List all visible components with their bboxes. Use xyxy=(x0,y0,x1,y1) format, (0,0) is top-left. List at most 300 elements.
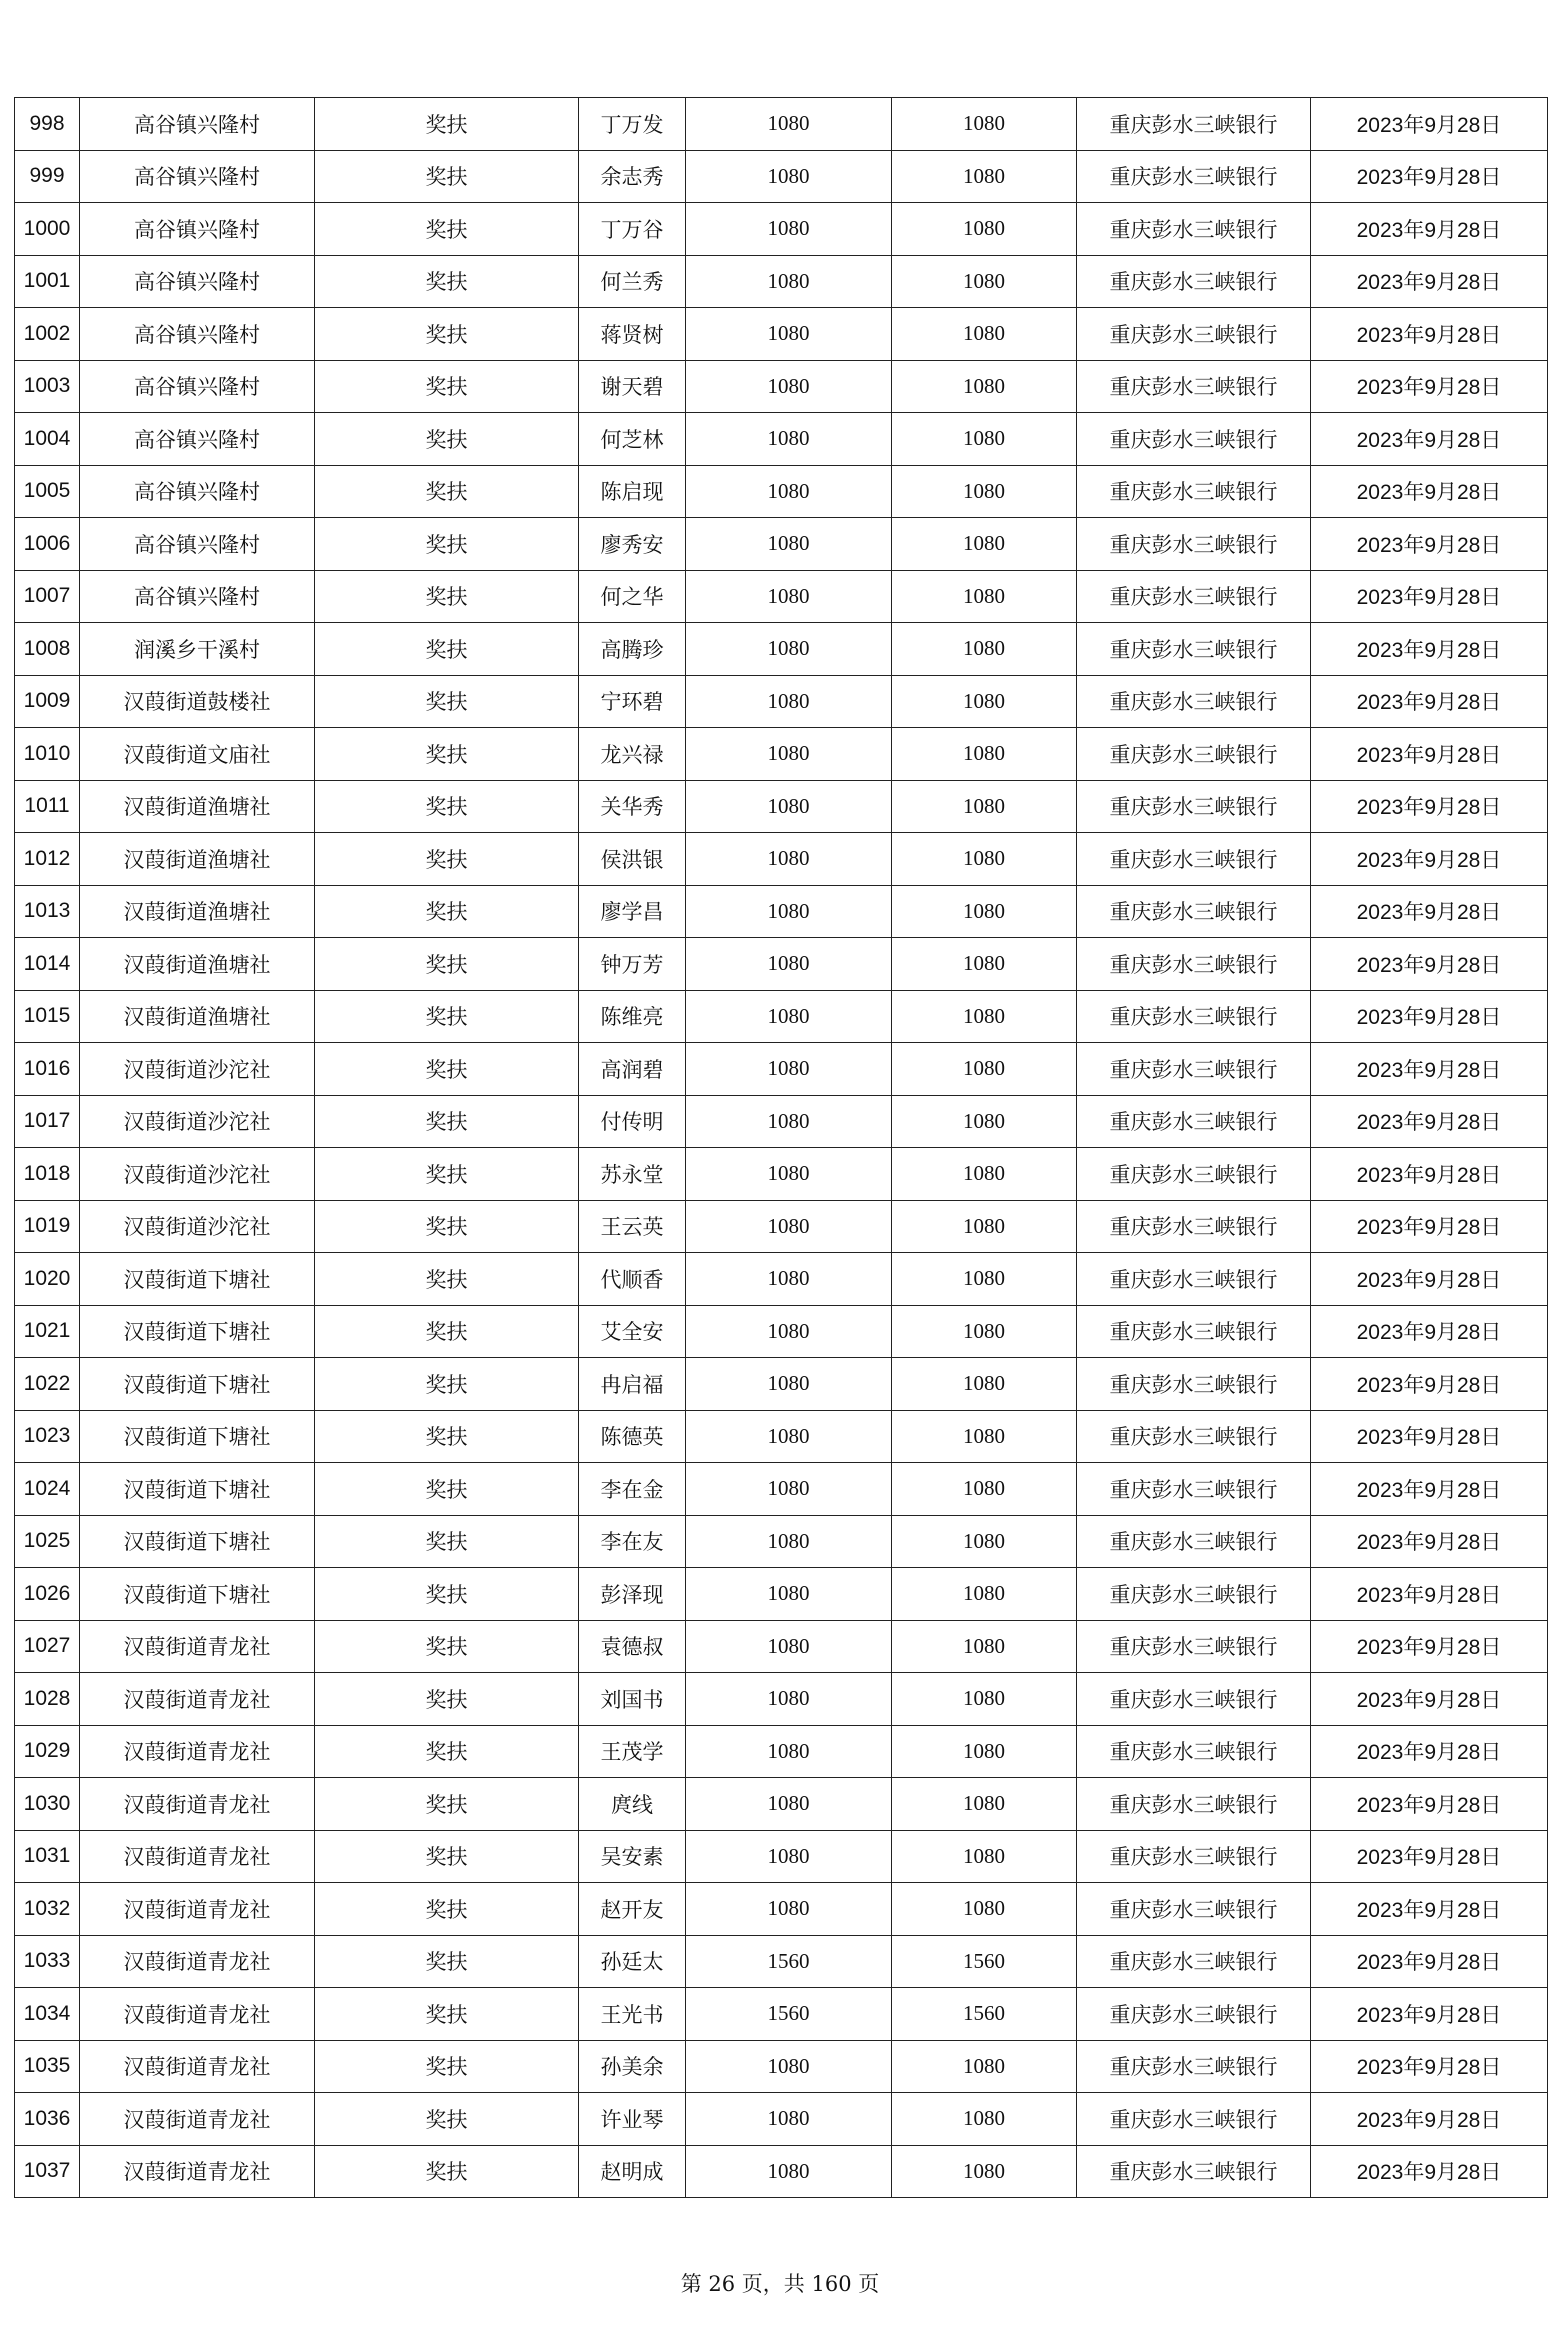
cell-date: 2023年9月28日 xyxy=(1311,1200,1548,1253)
cell-name: 庹线 xyxy=(579,1778,686,1831)
cell-bank: 重庆彭水三峡银行 xyxy=(1077,308,1311,361)
cell-paid: 1080 xyxy=(892,1410,1077,1463)
cell-amount: 1080 xyxy=(686,1778,892,1831)
cell-date: 2023年9月28日 xyxy=(1311,308,1548,361)
cell-type: 奖扶 xyxy=(315,308,579,361)
cell-amount: 1080 xyxy=(686,1253,892,1306)
cell-bank: 重庆彭水三峡银行 xyxy=(1077,1778,1311,1831)
table-row xyxy=(15,1883,1548,1936)
cell-location: 汉葭街道渔塘社 xyxy=(80,938,315,991)
cell-date: 2023年9月28日 xyxy=(1311,203,1548,256)
cell-index: 1036 xyxy=(15,2093,80,2146)
cell-paid: 1080 xyxy=(892,938,1077,991)
cell-paid: 1080 xyxy=(892,1358,1077,1411)
cell-amount: 1080 xyxy=(686,2093,892,2146)
cell-date: 2023年9月28日 xyxy=(1311,1410,1548,1463)
cell-paid: 1080 xyxy=(892,1043,1077,1096)
cell-index: 1004 xyxy=(15,413,80,466)
cell-location: 汉葭街道沙沱社 xyxy=(80,1043,315,1096)
cell-type: 奖扶 xyxy=(315,1620,579,1673)
cell-name: 王云英 xyxy=(579,1200,686,1253)
cell-type: 奖扶 xyxy=(315,1148,579,1201)
cell-paid: 1080 xyxy=(892,413,1077,466)
cell-name: 蒋贤树 xyxy=(579,308,686,361)
cell-bank: 重庆彭水三峡银行 xyxy=(1077,938,1311,991)
table-row xyxy=(15,308,1548,361)
cell-paid: 1080 xyxy=(892,1305,1077,1358)
cell-index: 1032 xyxy=(15,1883,80,1936)
cell-type: 奖扶 xyxy=(315,1043,579,1096)
table-row xyxy=(15,98,1548,151)
cell-paid: 1080 xyxy=(892,150,1077,203)
cell-type: 奖扶 xyxy=(315,360,579,413)
cell-amount: 1080 xyxy=(686,623,892,676)
cell-type: 奖扶 xyxy=(315,2040,579,2093)
cell-location: 汉葭街道沙沱社 xyxy=(80,1095,315,1148)
cell-location: 汉葭街道鼓楼社 xyxy=(80,675,315,728)
table-row xyxy=(15,1988,1548,2041)
cell-location: 汉葭街道渔塘社 xyxy=(80,990,315,1043)
cell-type: 奖扶 xyxy=(315,938,579,991)
cell-location: 汉葭街道青龙社 xyxy=(80,1673,315,1726)
cell-location: 高谷镇兴隆村 xyxy=(80,308,315,361)
cell-name: 王光书 xyxy=(579,1988,686,2041)
cell-bank: 重庆彭水三峡银行 xyxy=(1077,1463,1311,1516)
cell-type: 奖扶 xyxy=(315,2093,579,2146)
cell-index: 1006 xyxy=(15,518,80,571)
cell-date: 2023年9月28日 xyxy=(1311,2040,1548,2093)
cell-date: 2023年9月28日 xyxy=(1311,1305,1548,1358)
table-row xyxy=(15,203,1548,256)
cell-index: 1000 xyxy=(15,203,80,256)
cell-date: 2023年9月28日 xyxy=(1311,98,1548,151)
cell-location: 汉葭街道下塘社 xyxy=(80,1305,315,1358)
cell-index: 1002 xyxy=(15,308,80,361)
cell-type: 奖扶 xyxy=(315,570,579,623)
cell-bank: 重庆彭水三峡银行 xyxy=(1077,990,1311,1043)
cell-amount: 1080 xyxy=(686,1883,892,1936)
cell-index: 1034 xyxy=(15,1988,80,2041)
cell-date: 2023年9月28日 xyxy=(1311,1463,1548,1516)
cell-index: 1012 xyxy=(15,833,80,886)
cell-amount: 1080 xyxy=(686,1200,892,1253)
cell-name: 孙美余 xyxy=(579,2040,686,2093)
cell-amount: 1080 xyxy=(686,780,892,833)
cell-paid: 1080 xyxy=(892,1620,1077,1673)
cell-type: 奖扶 xyxy=(315,1410,579,1463)
cell-index: 1027 xyxy=(15,1620,80,1673)
cell-index: 1017 xyxy=(15,1095,80,1148)
cell-paid: 1080 xyxy=(892,623,1077,676)
cell-type: 奖扶 xyxy=(315,255,579,308)
table-row xyxy=(15,1043,1548,1096)
cell-location: 汉葭街道青龙社 xyxy=(80,1778,315,1831)
cell-amount: 1080 xyxy=(686,308,892,361)
cell-type: 奖扶 xyxy=(315,1673,579,1726)
cell-paid: 1080 xyxy=(892,1515,1077,1568)
table-row xyxy=(15,990,1548,1043)
cell-name: 陈启现 xyxy=(579,465,686,518)
cell-paid: 1080 xyxy=(892,1778,1077,1831)
cell-location: 润溪乡干溪村 xyxy=(80,623,315,676)
cell-bank: 重庆彭水三峡银行 xyxy=(1077,1253,1311,1306)
cell-location: 高谷镇兴隆村 xyxy=(80,150,315,203)
table-row xyxy=(15,2040,1548,2093)
cell-name: 陈德英 xyxy=(579,1410,686,1463)
cell-amount: 1080 xyxy=(686,1568,892,1621)
table-row xyxy=(15,938,1548,991)
cell-type: 奖扶 xyxy=(315,1200,579,1253)
cell-location: 高谷镇兴隆村 xyxy=(80,570,315,623)
cell-name: 谢天碧 xyxy=(579,360,686,413)
cell-paid: 1080 xyxy=(892,1148,1077,1201)
cell-location: 汉葭街道文庙社 xyxy=(80,728,315,781)
cell-bank: 重庆彭水三峡银行 xyxy=(1077,1305,1311,1358)
cell-date: 2023年9月28日 xyxy=(1311,255,1548,308)
cell-bank: 重庆彭水三峡银行 xyxy=(1077,623,1311,676)
cell-amount: 1080 xyxy=(686,1305,892,1358)
cell-type: 奖扶 xyxy=(315,203,579,256)
cell-name: 何兰秀 xyxy=(579,255,686,308)
table-row xyxy=(15,1778,1548,1831)
cell-name: 刘国书 xyxy=(579,1673,686,1726)
cell-date: 2023年9月28日 xyxy=(1311,360,1548,413)
cell-paid: 1080 xyxy=(892,1725,1077,1778)
cell-name: 钟万芳 xyxy=(579,938,686,991)
cell-index: 1028 xyxy=(15,1673,80,1726)
table-row xyxy=(15,1725,1548,1778)
cell-type: 奖扶 xyxy=(315,1725,579,1778)
table-row xyxy=(15,728,1548,781)
cell-bank: 重庆彭水三峡银行 xyxy=(1077,1830,1311,1883)
table-row xyxy=(15,1673,1548,1726)
cell-bank: 重庆彭水三峡银行 xyxy=(1077,255,1311,308)
cell-paid: 1080 xyxy=(892,1095,1077,1148)
cell-amount: 1080 xyxy=(686,1725,892,1778)
cell-location: 高谷镇兴隆村 xyxy=(80,255,315,308)
cell-paid: 1080 xyxy=(892,1253,1077,1306)
table-row xyxy=(15,570,1548,623)
cell-bank: 重庆彭水三峡银行 xyxy=(1077,98,1311,151)
cell-date: 2023年9月28日 xyxy=(1311,1673,1548,1726)
cell-index: 1018 xyxy=(15,1148,80,1201)
cell-location: 汉葭街道沙沱社 xyxy=(80,1148,315,1201)
cell-amount: 1080 xyxy=(686,675,892,728)
cell-bank: 重庆彭水三峡银行 xyxy=(1077,570,1311,623)
table-row xyxy=(15,1095,1548,1148)
cell-index: 1015 xyxy=(15,990,80,1043)
cell-name: 何之华 xyxy=(579,570,686,623)
cell-type: 奖扶 xyxy=(315,833,579,886)
cell-name: 彭泽现 xyxy=(579,1568,686,1621)
cell-date: 2023年9月28日 xyxy=(1311,2093,1548,2146)
cell-amount: 1080 xyxy=(686,1515,892,1568)
cell-location: 汉葭街道青龙社 xyxy=(80,1988,315,2041)
cell-date: 2023年9月28日 xyxy=(1311,1253,1548,1306)
cell-location: 汉葭街道青龙社 xyxy=(80,1830,315,1883)
cell-name: 李在友 xyxy=(579,1515,686,1568)
cell-bank: 重庆彭水三峡银行 xyxy=(1077,203,1311,256)
cell-index: 998 xyxy=(15,98,80,151)
cell-type: 奖扶 xyxy=(315,1358,579,1411)
cell-date: 2023年9月28日 xyxy=(1311,2145,1548,2198)
cell-location: 汉葭街道青龙社 xyxy=(80,2040,315,2093)
cell-bank: 重庆彭水三峡银行 xyxy=(1077,780,1311,833)
cell-date: 2023年9月28日 xyxy=(1311,623,1548,676)
cell-bank: 重庆彭水三峡银行 xyxy=(1077,1410,1311,1463)
table-row xyxy=(15,1358,1548,1411)
cell-name: 宁环碧 xyxy=(579,675,686,728)
cell-bank: 重庆彭水三峡银行 xyxy=(1077,1200,1311,1253)
cell-amount: 1080 xyxy=(686,1095,892,1148)
cell-name: 赵明成 xyxy=(579,2145,686,2198)
cell-name: 袁德叔 xyxy=(579,1620,686,1673)
cell-date: 2023年9月28日 xyxy=(1311,1095,1548,1148)
cell-bank: 重庆彭水三峡银行 xyxy=(1077,2040,1311,2093)
cell-amount: 1080 xyxy=(686,1043,892,1096)
cell-amount: 1080 xyxy=(686,465,892,518)
cell-index: 1014 xyxy=(15,938,80,991)
cell-type: 奖扶 xyxy=(315,623,579,676)
cell-index: 1025 xyxy=(15,1515,80,1568)
cell-amount: 1080 xyxy=(686,1148,892,1201)
cell-location: 汉葭街道青龙社 xyxy=(80,1883,315,1936)
table-row xyxy=(15,1410,1548,1463)
cell-type: 奖扶 xyxy=(315,1778,579,1831)
table-row xyxy=(15,675,1548,728)
cell-location: 高谷镇兴隆村 xyxy=(80,360,315,413)
cell-index: 1007 xyxy=(15,570,80,623)
cell-type: 奖扶 xyxy=(315,1935,579,1988)
cell-type: 奖扶 xyxy=(315,1305,579,1358)
cell-paid: 1080 xyxy=(892,518,1077,571)
table-row xyxy=(15,623,1548,676)
cell-date: 2023年9月28日 xyxy=(1311,1883,1548,1936)
cell-bank: 重庆彭水三峡银行 xyxy=(1077,150,1311,203)
cell-index: 1001 xyxy=(15,255,80,308)
table-row xyxy=(15,2093,1548,2146)
cell-amount: 1560 xyxy=(686,1935,892,1988)
cell-amount: 1080 xyxy=(686,728,892,781)
cell-date: 2023年9月28日 xyxy=(1311,833,1548,886)
cell-date: 2023年9月28日 xyxy=(1311,780,1548,833)
table-row xyxy=(15,1515,1548,1568)
cell-paid: 1080 xyxy=(892,465,1077,518)
table-row xyxy=(15,518,1548,571)
cell-index: 1023 xyxy=(15,1410,80,1463)
cell-paid: 1080 xyxy=(892,360,1077,413)
cell-amount: 1080 xyxy=(686,1673,892,1726)
cell-location: 汉葭街道青龙社 xyxy=(80,2145,315,2198)
cell-type: 奖扶 xyxy=(315,990,579,1043)
cell-amount: 1080 xyxy=(686,203,892,256)
cell-name: 冉启福 xyxy=(579,1358,686,1411)
cell-bank: 重庆彭水三峡银行 xyxy=(1077,465,1311,518)
cell-location: 汉葭街道沙沱社 xyxy=(80,1200,315,1253)
cell-location: 高谷镇兴隆村 xyxy=(80,98,315,151)
cell-paid: 1080 xyxy=(892,675,1077,728)
cell-amount: 1560 xyxy=(686,1988,892,2041)
cell-location: 汉葭街道渔塘社 xyxy=(80,833,315,886)
cell-bank: 重庆彭水三峡银行 xyxy=(1077,833,1311,886)
cell-amount: 1080 xyxy=(686,833,892,886)
cell-paid: 1080 xyxy=(892,2093,1077,2146)
cell-index: 1037 xyxy=(15,2145,80,2198)
cell-paid: 1080 xyxy=(892,98,1077,151)
cell-type: 奖扶 xyxy=(315,1515,579,1568)
cell-date: 2023年9月28日 xyxy=(1311,1725,1548,1778)
cell-name: 余志秀 xyxy=(579,150,686,203)
cell-location: 汉葭街道青龙社 xyxy=(80,1725,315,1778)
cell-date: 2023年9月28日 xyxy=(1311,1148,1548,1201)
cell-name: 廖学昌 xyxy=(579,885,686,938)
cell-paid: 1560 xyxy=(892,1935,1077,1988)
table-row xyxy=(15,1305,1548,1358)
cell-name: 高腾珍 xyxy=(579,623,686,676)
cell-amount: 1080 xyxy=(686,413,892,466)
cell-index: 1019 xyxy=(15,1200,80,1253)
table-row xyxy=(15,150,1548,203)
cell-date: 2023年9月28日 xyxy=(1311,1778,1548,1831)
cell-index: 999 xyxy=(15,150,80,203)
cell-location: 高谷镇兴隆村 xyxy=(80,203,315,256)
cell-amount: 1080 xyxy=(686,990,892,1043)
cell-name: 王茂学 xyxy=(579,1725,686,1778)
cell-date: 2023年9月28日 xyxy=(1311,1358,1548,1411)
cell-bank: 重庆彭水三峡银行 xyxy=(1077,2145,1311,2198)
cell-location: 高谷镇兴隆村 xyxy=(80,518,315,571)
table-row xyxy=(15,1148,1548,1201)
cell-paid: 1080 xyxy=(892,885,1077,938)
cell-type: 奖扶 xyxy=(315,1988,579,2041)
cell-index: 1035 xyxy=(15,2040,80,2093)
cell-amount: 1080 xyxy=(686,1463,892,1516)
cell-index: 1029 xyxy=(15,1725,80,1778)
cell-bank: 重庆彭水三峡银行 xyxy=(1077,1673,1311,1726)
cell-bank: 重庆彭水三峡银行 xyxy=(1077,1568,1311,1621)
cell-name: 龙兴禄 xyxy=(579,728,686,781)
cell-index: 1013 xyxy=(15,885,80,938)
cell-index: 1005 xyxy=(15,465,80,518)
cell-location: 汉葭街道渔塘社 xyxy=(80,885,315,938)
cell-type: 奖扶 xyxy=(315,728,579,781)
cell-paid: 1080 xyxy=(892,2040,1077,2093)
cell-index: 1020 xyxy=(15,1253,80,1306)
cell-type: 奖扶 xyxy=(315,1095,579,1148)
cell-paid: 1080 xyxy=(892,1568,1077,1621)
cell-name: 许业琴 xyxy=(579,2093,686,2146)
cell-bank: 重庆彭水三峡银行 xyxy=(1077,1988,1311,2041)
table-row xyxy=(15,2145,1548,2198)
cell-paid: 1080 xyxy=(892,570,1077,623)
cell-index: 1003 xyxy=(15,360,80,413)
cell-date: 2023年9月28日 xyxy=(1311,1515,1548,1568)
cell-index: 1010 xyxy=(15,728,80,781)
cell-type: 奖扶 xyxy=(315,98,579,151)
cell-bank: 重庆彭水三峡银行 xyxy=(1077,413,1311,466)
cell-date: 2023年9月28日 xyxy=(1311,1935,1548,1988)
cell-type: 奖扶 xyxy=(315,1463,579,1516)
cell-location: 汉葭街道青龙社 xyxy=(80,1935,315,1988)
cell-date: 2023年9月28日 xyxy=(1311,1568,1548,1621)
table-row xyxy=(15,885,1548,938)
cell-location: 汉葭街道下塘社 xyxy=(80,1515,315,1568)
cell-paid: 1080 xyxy=(892,780,1077,833)
cell-location: 汉葭街道下塘社 xyxy=(80,1463,315,1516)
cell-index: 1016 xyxy=(15,1043,80,1096)
table-row xyxy=(15,1568,1548,1621)
cell-date: 2023年9月28日 xyxy=(1311,413,1548,466)
cell-date: 2023年9月28日 xyxy=(1311,465,1548,518)
cell-index: 1008 xyxy=(15,623,80,676)
cell-type: 奖扶 xyxy=(315,2145,579,2198)
cell-amount: 1080 xyxy=(686,98,892,151)
cell-amount: 1080 xyxy=(686,518,892,571)
cell-type: 奖扶 xyxy=(315,413,579,466)
cell-bank: 重庆彭水三峡银行 xyxy=(1077,1883,1311,1936)
cell-bank: 重庆彭水三峡银行 xyxy=(1077,1515,1311,1568)
cell-name: 丁万谷 xyxy=(579,203,686,256)
table-row xyxy=(15,1830,1548,1883)
cell-name: 吴安素 xyxy=(579,1830,686,1883)
cell-type: 奖扶 xyxy=(315,465,579,518)
cell-date: 2023年9月28日 xyxy=(1311,1043,1548,1096)
cell-name: 代顺香 xyxy=(579,1253,686,1306)
cell-name: 李在金 xyxy=(579,1463,686,1516)
cell-paid: 1080 xyxy=(892,2145,1077,2198)
cell-paid: 1080 xyxy=(892,990,1077,1043)
cell-amount: 1080 xyxy=(686,1620,892,1673)
cell-location: 汉葭街道下塘社 xyxy=(80,1358,315,1411)
cell-amount: 1080 xyxy=(686,2145,892,2198)
cell-location: 汉葭街道下塘社 xyxy=(80,1568,315,1621)
cell-name: 付传明 xyxy=(579,1095,686,1148)
cell-index: 1022 xyxy=(15,1358,80,1411)
cell-name: 赵开友 xyxy=(579,1883,686,1936)
cell-date: 2023年9月28日 xyxy=(1311,885,1548,938)
page-footer: 第 26 页，共 160 页 xyxy=(680,2272,880,2296)
cell-paid: 1080 xyxy=(892,1830,1077,1883)
cell-bank: 重庆彭水三峡银行 xyxy=(1077,360,1311,413)
cell-location: 汉葭街道下塘社 xyxy=(80,1410,315,1463)
table-row xyxy=(15,833,1548,886)
cell-type: 奖扶 xyxy=(315,150,579,203)
cell-bank: 重庆彭水三峡银行 xyxy=(1077,675,1311,728)
cell-paid: 1080 xyxy=(892,203,1077,256)
cell-name: 苏永堂 xyxy=(579,1148,686,1201)
cell-index: 1009 xyxy=(15,675,80,728)
cell-bank: 重庆彭水三峡银行 xyxy=(1077,1725,1311,1778)
cell-index: 1026 xyxy=(15,1568,80,1621)
cell-amount: 1080 xyxy=(686,255,892,308)
cell-name: 艾全安 xyxy=(579,1305,686,1358)
cell-name: 陈维亮 xyxy=(579,990,686,1043)
cell-date: 2023年9月28日 xyxy=(1311,728,1548,781)
cell-index: 1031 xyxy=(15,1830,80,1883)
cell-name: 孙廷太 xyxy=(579,1935,686,1988)
cell-location: 汉葭街道青龙社 xyxy=(80,2093,315,2146)
cell-bank: 重庆彭水三峡银行 xyxy=(1077,1043,1311,1096)
cell-paid: 1080 xyxy=(892,728,1077,781)
cell-amount: 1080 xyxy=(686,1358,892,1411)
cell-index: 1021 xyxy=(15,1305,80,1358)
cell-paid: 1080 xyxy=(892,255,1077,308)
cell-amount: 1080 xyxy=(686,150,892,203)
table-row xyxy=(15,1620,1548,1673)
cell-date: 2023年9月28日 xyxy=(1311,1988,1548,2041)
table-row xyxy=(15,360,1548,413)
cell-name: 高润碧 xyxy=(579,1043,686,1096)
